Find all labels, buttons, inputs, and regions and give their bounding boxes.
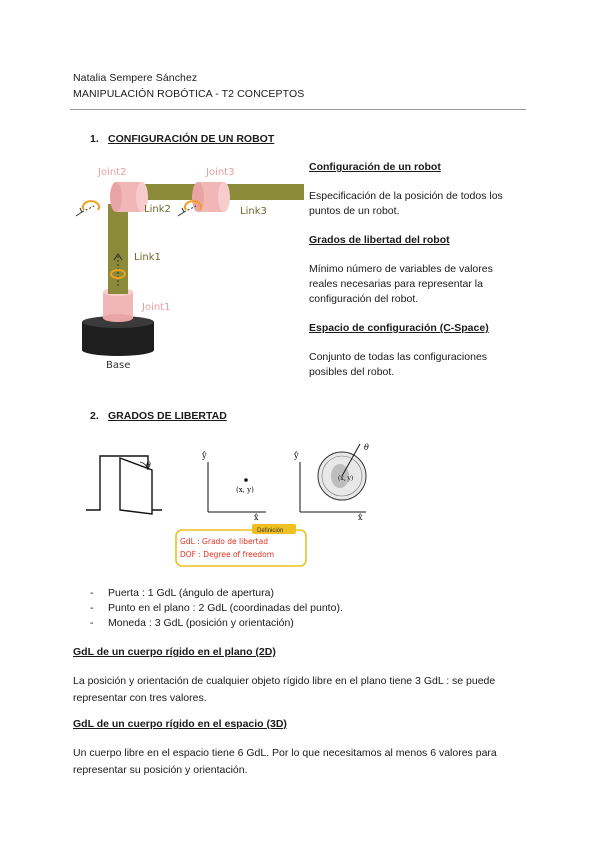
definition-text-cspace: Conjunto de todas las configuraciones posibles del robot. <box>309 351 488 378</box>
subsection-2d-text: La posición y orientación de cualquier objeto rígido libre en el plano tiene 3 GdL : se puede representar con tres valores. <box>73 675 496 704</box>
definition-heading-gdl: Grados de libertad del robot <box>309 234 450 246</box>
coin-theta-label: θ <box>364 443 369 452</box>
definition-text-configuracion: Especificación de la posición de todos los puntos de un robot. <box>309 190 503 217</box>
list-item: - Moneda : 3 GdL (posición y orientación) <box>90 616 343 631</box>
definition-text-gdl: Mínimo número de variables de valores reales necesarias para representar la configuración del robot. <box>309 263 493 305</box>
section-1-number: 1. <box>90 133 99 145</box>
definition-gdl-line: GdL : Grado de libertad <box>180 537 268 546</box>
joint1-label: Joint1 <box>142 302 171 313</box>
link3-label: Link3 <box>240 206 267 217</box>
joint2-cylinder <box>110 182 148 212</box>
definition-box-tag: Definición <box>257 528 284 534</box>
coin-x-axis-label: x̂ <box>358 513 363 522</box>
header-divider <box>70 109 526 110</box>
coin-coords-label: (x, y) <box>338 475 354 482</box>
list-item: - Puerta : 1 GdL (ángulo de apertura) <box>90 586 343 601</box>
definition-heading-configuracion: Configuración de un robot <box>309 161 441 173</box>
joint3-label: Joint3 <box>206 167 235 178</box>
point-y-axis-label: ŷ <box>202 451 207 460</box>
author-name: Natalia Sempere Sánchez <box>73 72 198 84</box>
base-label: Base <box>106 360 131 371</box>
subsection-2d-heading: GdL de un cuerpo rígido en el plano (2D) <box>73 646 276 658</box>
point-coords-label: (x, y) <box>236 486 254 494</box>
joint2-label: Joint2 <box>98 167 127 178</box>
coin-y-axis-label: ŷ <box>294 451 299 460</box>
door-theta-label: θ <box>146 461 151 470</box>
point-x-axis-label: x̂ <box>254 513 259 522</box>
joint2-rotation-arrow <box>76 201 99 216</box>
subsection-3d-heading: GdL de un cuerpo rígido en el espacio (3D) <box>73 718 287 730</box>
list-item: - Punto en el plano : 2 GdL (coordinadas del punto). <box>90 601 343 616</box>
definition-heading-cspace: Espacio de configuración (C-Space) <box>309 322 489 334</box>
joint3-cylinder <box>192 182 230 212</box>
coin-image <box>318 444 366 500</box>
section-2-number: 2. <box>90 410 99 422</box>
link1-label: Link1 <box>134 252 161 263</box>
section-2-title: GRADOS DE LIBERTAD <box>108 410 227 422</box>
dof-examples-figure <box>86 440 376 582</box>
robot-arm-diagram <box>72 156 304 372</box>
subsection-3d-text: Un cuerpo libre en el espacio tiene 6 GdL. Por lo que necesitamos al menos 6 valores para representar su posición y orientación. <box>73 747 497 776</box>
point-marker <box>244 478 248 482</box>
dof-examples-list <box>90 586 343 631</box>
link2-label: Link2 <box>144 204 171 215</box>
course-title: MANIPULACIÓN ROBÓTICA - T2 CONCEPTOS <box>73 88 305 100</box>
section-1-title: CONFIGURACIÓN DE UN ROBOT <box>108 133 275 145</box>
definition-dof-line: DOF : Degree of freedom <box>180 550 275 559</box>
